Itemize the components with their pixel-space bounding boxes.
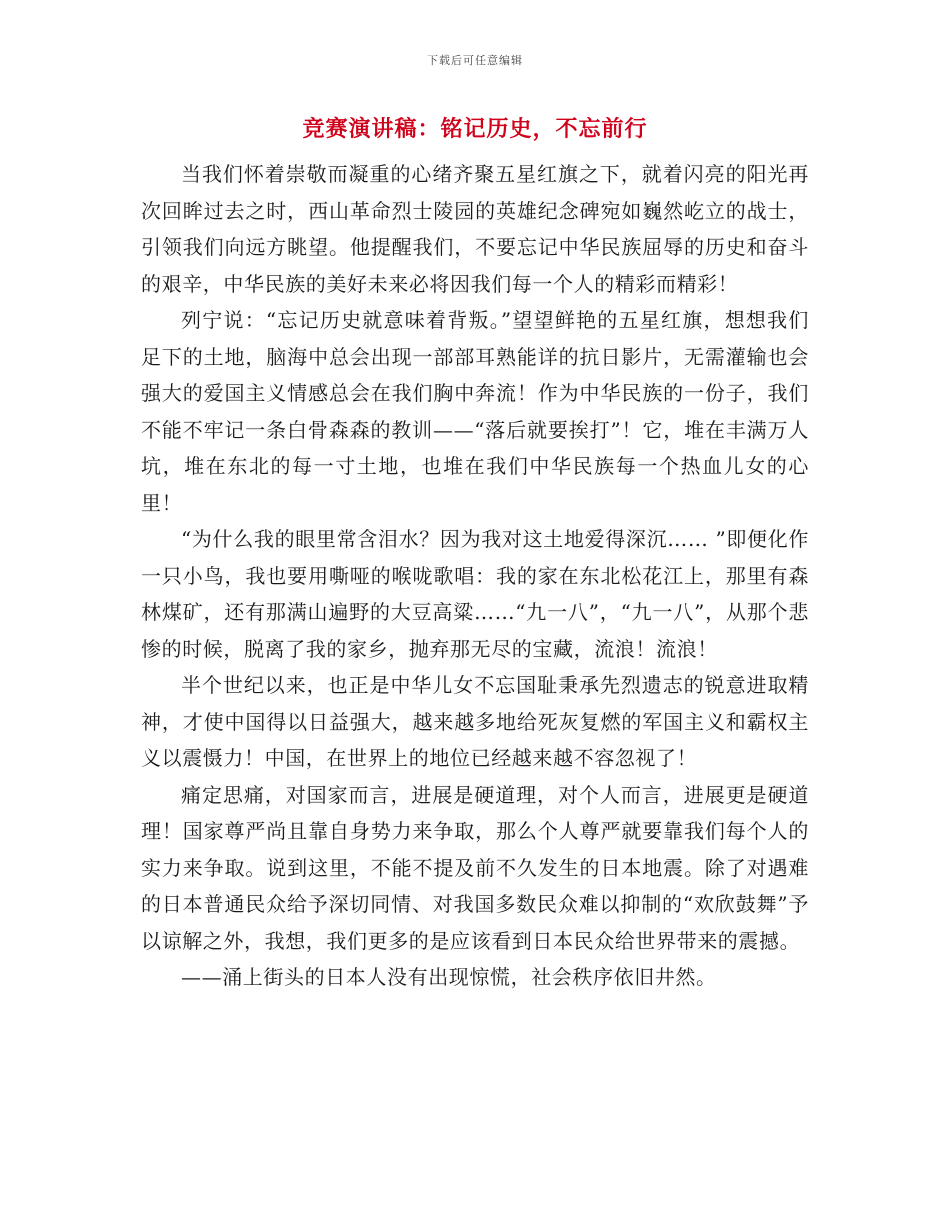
paragraph: 当我们怀着崇敬而凝重的心绪齐聚五星红旗之下，就着闪亮的阳光再次回眸过去之时，西山革命烈士陵园的英雄纪念碑宛如巍然屹立的战士，引领我们向远方眺望。他提醒我们，不要忘记中华民族屈辱的历史和奋斗的艰辛，中华民族的美好未来必将因我们每一个人的精彩而精彩！ [141,162,809,296]
paragraph: ——涌上街头的日本人没有出现惊慌，社会秩序依旧井然。 [181,965,717,989]
header-note: 下载后可任意编辑 [427,54,523,67]
paragraph: 半个世纪以来，也正是中华儿女不忘国耻秉承先烈遗志的锐意进取精神，才使中国得以日益强大，越来越多地给死灰复燃的军国主义和霸权主义以震慑力！中国，在世界上的地位已经越来越不容忽视了！ [141,673,809,770]
document-body [141,156,809,996]
paragraph: 痛定思痛，对国家而言，进展是硬道理，对个人而言，进展更是硬道理！国家尊严尚且靠自身势力来争取，那么个人尊严就要靠我们每个人的实力来争取。说到这里，不能不提及前不久发生的日本地震。除了对遇难的日本普通民众给予深切同情、对我国多数民众难以抑制的“欢欣鼓舞”予以谅解之外，我想，我们更多的是应该看到日本民众给世界带来的震撼。 [141,782,809,953]
document-title: 竞赛演讲稿：铭记历史，不忘前行 [302,116,648,142]
paragraph: “为什么我的眼里常含泪水？因为我对这土地爱得深沉…… ”即便化作一只小鸟，我也要用嘶哑的喉咙歌唱：我的家在东北松花江上，那里有森林煤矿，还有那满山遍野的大豆高粱……“九一八”，“九一八”，从那个悲惨的时候，脱离了我的家乡，抛弃那无尽的宝藏，流浪！流浪！ [141,527,809,661]
paragraph: 列宁说：“忘记历史就意味着背叛。”望望鲜艳的五星红旗，想想我们足下的土地，脑海中总会出现一部部耳熟能详的抗日影片，无需灌输也会强大的爱国主义情感总会在我们胸中奔流！作为中华民族的一份子，我们不能不牢记一条白骨森森的教训——“落后就要挨打”！它，堆在丰满万人坑，堆在东北的每一寸土地，也堆在我们中华民族每一个热血儿女的心里！ [141,308,809,515]
